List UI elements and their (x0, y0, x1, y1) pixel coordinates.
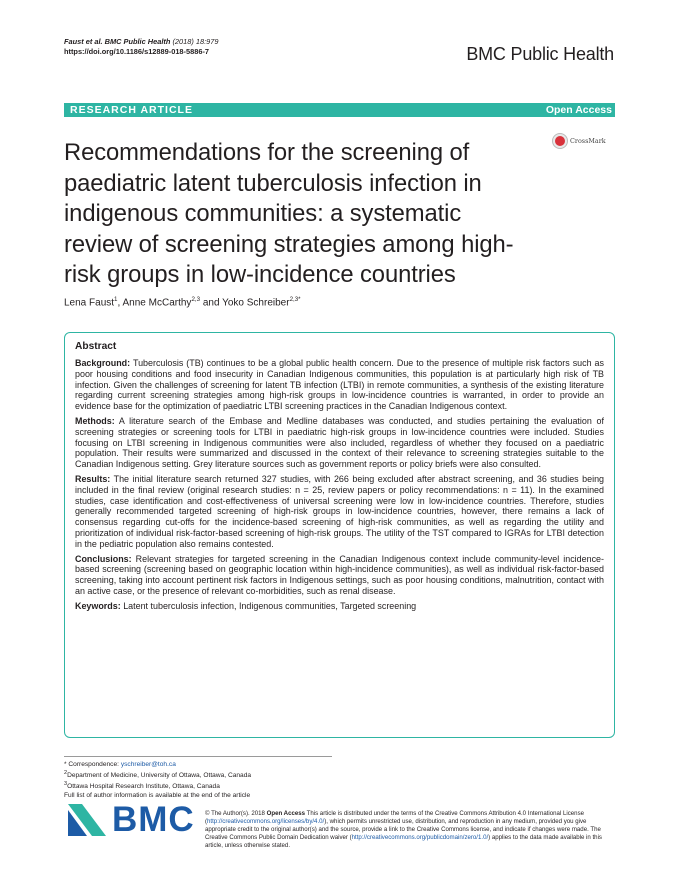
crossmark-badge[interactable] (553, 134, 606, 148)
crossmark-label: CrossMark (570, 137, 606, 145)
abstract-background (75, 358, 604, 412)
citation-block (64, 37, 218, 56)
affiliation-3-number: 3 (64, 781, 68, 788)
abstract-results (75, 474, 604, 550)
citation-authors: Faust et al. BMC Public Health (64, 37, 171, 46)
footnote-divider (64, 756, 332, 757)
affiliation-3 (64, 780, 251, 791)
author-info-note: Full list of author information is available at the end of the article (64, 792, 251, 800)
bmc-logo-icon (68, 804, 106, 836)
conclusions-text: Relevant strategies for targeted screening in the Canadian Indigenous context include community-level incidence-based screening (screening based on geographic location within high-incidence communities), as well as individual risk-factor-based screening, taking into account pertinent risk factors in Indigenous settings, such as poor housing conditions, malnutrition, contact with an active case, or the presence of relevant co-morbidities, such as renal disease. (75, 553, 604, 596)
affiliation-2-text: Department of Medicine, University of Ottawa, Ottawa, Canada (67, 772, 252, 780)
citation-line (64, 37, 218, 47)
affiliation-3-text: Ottawa Hospital Research Institute, Ottawa, Canada (67, 783, 220, 791)
crossmark-icon (553, 134, 567, 148)
results-text: The initial literature search returned 327 studies, with 266 being excluded after abstract screening, and 36 studies being included in the final review (original research studies: n = 25, review papers or policy recommendations: n = 11). In the examined studies, case identification and cost-effectiveness of universal screening were low in low-incidence countries. Therefore, studies generally recommended targeted screening of high-risk groups in low-incidence countries, however, there remains a lack of consensus regarding cut-offs for the incidence-based screening of high-risk communities, as well as regarding the utility and prioritization of individual risk-factor-based screening of high-risk groups. The utility of the TST compared to IGRAs for LTBI detection in the pediatric population also remains contested. (75, 473, 605, 549)
license-open-access: Open Access (266, 810, 306, 817)
bmc-logo (68, 800, 195, 839)
correspondence-line (64, 760, 251, 769)
author-affiliation[interactable]: 2,3 (191, 296, 201, 303)
open-access-label: Open Access (545, 104, 612, 116)
article-title: Recommendations for the screening of paediatric latent tuberculosis infection in indigenous communities: a systematic review of screening strategies among high-risk groups in low-incidence countries (64, 139, 514, 289)
journal-name: BMC Public Health (466, 44, 614, 64)
conclusions-label: Conclusions: (75, 553, 132, 564)
author-separator: and (200, 297, 223, 309)
waiver-link[interactable]: http://creativecommons.org/publicdomain/zero/1.0/ (351, 834, 489, 841)
correspondence-label: * Correspondence: (64, 761, 121, 768)
author-separator: , (117, 297, 123, 309)
methods-label: Methods: (75, 415, 115, 426)
affiliation-2-number: 2 (64, 770, 68, 776)
license-link[interactable]: http://creativecommons.org/licenses/by/4.0/ (207, 818, 325, 825)
abstract-box (64, 332, 615, 738)
abstract-heading: Abstract (75, 341, 117, 352)
abstract-methods (75, 416, 604, 470)
abstract-conclusions (75, 554, 604, 597)
license-statement (205, 810, 617, 850)
abstract-keywords (75, 601, 604, 612)
doi-link[interactable]: https://doi.org/10.1186/s12889-018-5886-7 (64, 46, 210, 56)
author-affiliation[interactable]: 1 (114, 296, 118, 303)
keywords-label: Keywords: (75, 600, 121, 611)
copyright-text: © The Author(s). 2018 (205, 810, 267, 817)
license-text-2: ), which permits unrestricted use, distribution, and reproduction in any medium, provided you give appropriate credit to the original author(s) and the source, provide a link to the Creative Commons license, and indicate if changes were made. The Creative Commons Public Domain Dedication waiver ( (205, 818, 601, 841)
background-label: Background: (75, 358, 131, 368)
bmc-logo-text: BMC (112, 800, 195, 839)
license-text-1: This article is distributed under the terms of the Creative Commons Attribution 4.0 International License ( (205, 810, 585, 825)
citation-year-volume: (2018) 18:979 (172, 37, 219, 46)
author-name: Yoko Schreiber (222, 297, 290, 309)
author-name: Anne McCarthy (122, 297, 192, 309)
footnotes (64, 760, 251, 800)
background-text: Tuberculosis (TB) continues to be a global public health concern. Due to the presence of multiple risk factors such as poor housing conditions and food insecurity in Canadian Indigenous communities, this population is at particularly high risk of TB infection. Given the challenges of screening for latent TB infection (LTBI) in remote communities, a synthesis of the existing literature regarding current screening strategies among high-risk groups in low-incidence countries is warranted, in order to provide an evidence base for the optimization of paediatric LTBI screening practices in the Canadian Indigenous context. (75, 358, 604, 412)
author-name: Lena Faust (64, 297, 115, 309)
affiliation-2 (64, 769, 251, 780)
correspondence-email[interactable]: yschreiber@toh.ca (120, 761, 176, 768)
author-list (64, 294, 301, 309)
results-label: Results: (75, 473, 111, 484)
methods-text: A literature search of the Embase and Medline databases was conducted, and studies pertaining the evaluation of screening strategies or screening tools for LTBI in paediatric high-risk groups in low-incidence countries were included. Studies focusing on LTBI screening in Indigenous communities were also included, regardless of whether they focused on a paediatric population. Their results were summarized and discussed in the context of their relevance to screening strategies suitable to the Canadian Indigenous setting. Grey literature sources such as government reports or policy briefs were also consulted. (75, 415, 604, 470)
keywords-text: Latent tuberculosis infection, Indigenous communities, Targeted screening (123, 600, 417, 611)
article-type-label: RESEARCH ARTICLE (70, 104, 193, 116)
author-affiliation[interactable]: 2,3* (289, 296, 301, 303)
license-text-3: ) applies to the data made available in this article, unless otherwise stated. (205, 834, 602, 849)
